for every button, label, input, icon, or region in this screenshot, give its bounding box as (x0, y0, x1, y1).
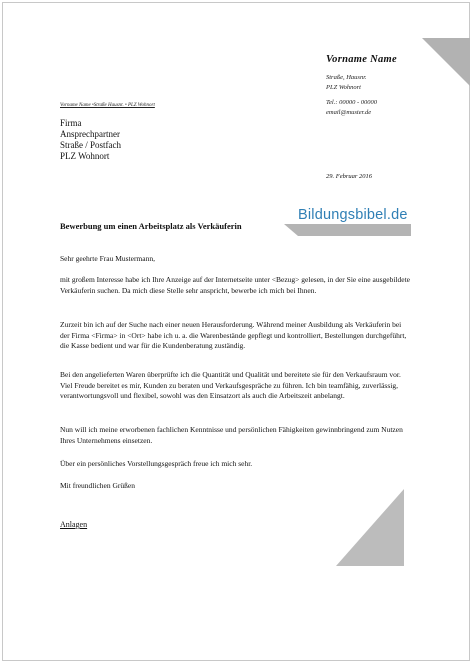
sender-email: email@muster.de (326, 109, 372, 116)
return-address-line: Vorname Name •Straße Hausnr. • PLZ Wohnort (60, 103, 155, 108)
paragraph-2: Zurzeit bin ich auf der Suche nach einer neuen Herausforderung. Während meiner Ausbildung als Verkäuferin bei der Firma <Firma> in <Ort> habe ich u. a. die Warenbestände gepflegt und kontrolliert, Bestellungen durchgeführt, die Kasse bedient und war für die Kundenberatung zuständig. (60, 320, 407, 350)
salutation: Sehr geehrte Frau Mustermann, (60, 254, 155, 263)
brand-watermark: Bildungsbibel.de (298, 207, 408, 223)
closing: Mit freundlichen Grüßen (60, 481, 135, 490)
paragraph-1: mit großem Interesse habe ich Ihre Anzeige auf der Internetseite unter <Bezug> gelesen, in der Sie eine ausgebildete Verkäuferin suchen. Da mich diese Stelle sehr anspricht, bewerbe ich mich bei Ihnen. (60, 275, 410, 295)
recipient-contact: Ansprechpartner (60, 129, 120, 139)
sender-name: Vorname Name (326, 54, 397, 65)
paragraph-3: Bei den angelieferten Waren überprüfte ich die Quantität und Qualität und bereitete sie für den Verkaufsraum vor. Viel Freude bereitet es mir, Kunden zu beraten und Verkaufsgespräche zu führen. Ich bin teamfähig, zuverlässig, verantwortungsvoll und flexibel, sowohl was den Einsatzort als auch die Arbeitszeit anbelangt. (60, 370, 401, 400)
recipient-address (60, 118, 121, 162)
recipient-city: PLZ Wohnort (60, 151, 110, 161)
attachments-label: Anlagen (60, 520, 88, 529)
sender-street: Straße, Hausnr. (326, 74, 367, 81)
letter-date: 29. Februar 2016 (326, 173, 373, 180)
recipient-street: Straße / Postfach (60, 140, 121, 150)
paragraph-4: Nun will ich meine erworbenen fachlichen Kenntnisse und persönlichen Fähigkeiten gewinnbringend zum Nutzen Ihres Unternehmens einsetzen. (60, 425, 403, 445)
letter-subject: Bewerbung um einen Arbeitsplatz als Verkäuferin (60, 221, 242, 231)
paragraph-5: Über ein persönliches Vorstellungsgespräch freue ich mich sehr. (60, 459, 253, 468)
recipient-company: Firma (60, 118, 82, 128)
brand-bar (284, 224, 411, 236)
sender-city: PLZ Wohnort (326, 84, 361, 91)
sender-phone: Tel.: 00000 - 00000 (326, 99, 378, 106)
